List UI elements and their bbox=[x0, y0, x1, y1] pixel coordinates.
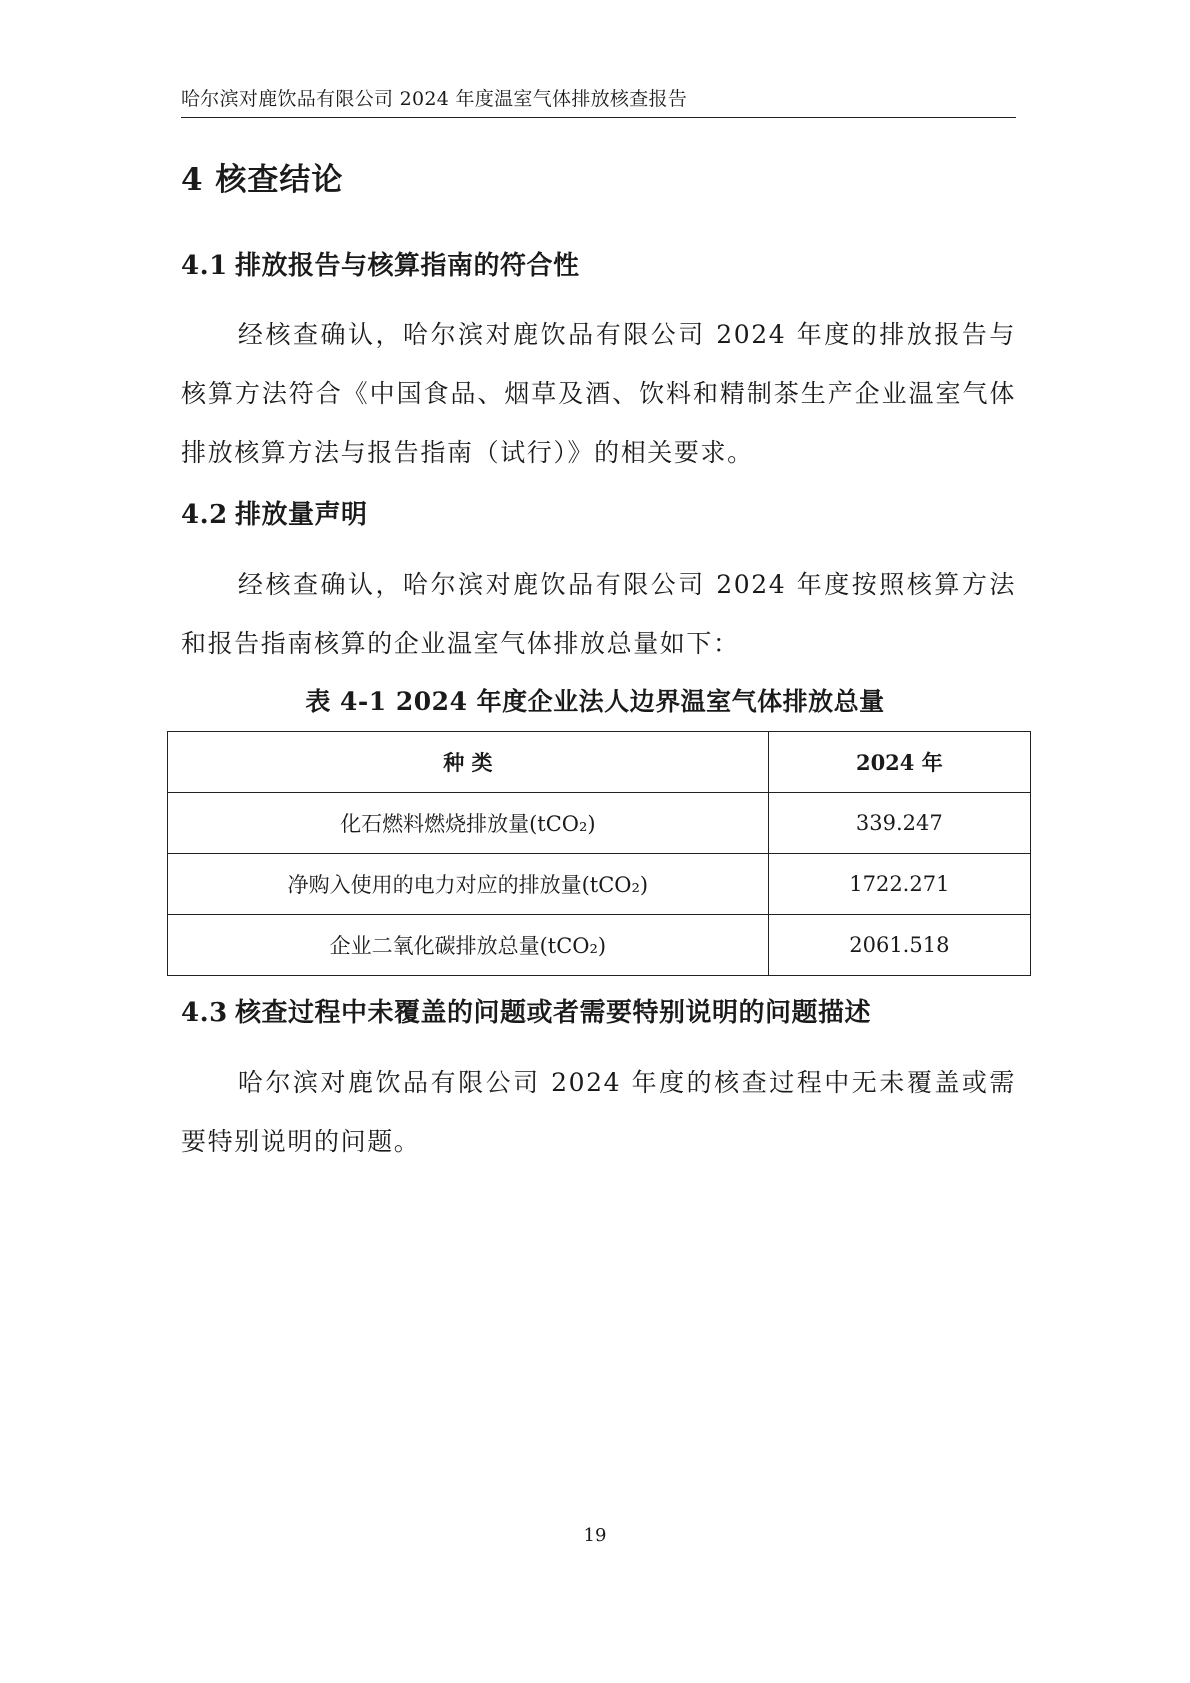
section-4-1-paragraph bbox=[181, 305, 1016, 482]
page-header bbox=[181, 84, 1016, 118]
table-header-year: 2024 年 bbox=[768, 732, 1030, 793]
table-header-category: 种 类 bbox=[168, 732, 769, 793]
header-title: 哈尔滨对鹿饮品有限公司 2024 年度温室气体排放核查报告 bbox=[181, 88, 688, 110]
table-row bbox=[168, 854, 1031, 915]
emissions-table bbox=[167, 731, 1031, 976]
section-4-3-title: 核查过程中未覆盖的问题或者需要特别说明的问题描述 bbox=[235, 998, 872, 1028]
section-4-1-number: 4.1 bbox=[181, 251, 228, 281]
section-4-1-title: 排放报告与核算指南的符合性 bbox=[235, 251, 580, 281]
section-4-2-text: 经核查确认，哈尔滨对鹿饮品有限公司 2024 年度按照核算方法和报告指南核算的企业温室气体排放总量如下： bbox=[181, 570, 1016, 658]
section-4-1-text: 经核查确认，哈尔滨对鹿饮品有限公司 2024 年度的排放报告与核算方法符合《中国食品、烟草及酒、饮料和精制茶生产企业温室气体排放核算方法与报告指南（试行）》的相关要求。 bbox=[181, 320, 1016, 467]
section-4-2-paragraph bbox=[181, 555, 1016, 673]
table-cell-value: 339.247 bbox=[768, 793, 1030, 854]
section-4-2-title: 排放量声明 bbox=[235, 500, 368, 530]
section-4-3-number: 4.3 bbox=[181, 998, 228, 1028]
section-4-3-text: 哈尔滨对鹿饮品有限公司 2024 年度的核查过程中无未覆盖或需要特别说明的问题。 bbox=[181, 1068, 1016, 1156]
table-row bbox=[168, 793, 1031, 854]
table-cell-category: 净购入使用的电力对应的排放量(tCO₂) bbox=[168, 854, 769, 915]
section-4-1-heading bbox=[181, 248, 580, 284]
page-number: 19 bbox=[583, 1525, 607, 1546]
section-4-2-heading bbox=[181, 497, 368, 533]
section-4-3-paragraph bbox=[181, 1053, 1016, 1171]
table-row bbox=[168, 915, 1031, 976]
table-cell-value: 2061.518 bbox=[768, 915, 1030, 976]
table-cell-category: 化石燃料燃烧排放量(tCO₂) bbox=[168, 793, 769, 854]
section-4-2-number: 4.2 bbox=[181, 500, 228, 530]
section-4-heading: 4 核查结论 bbox=[181, 162, 344, 198]
table-cell-value: 1722.271 bbox=[768, 854, 1030, 915]
section-4-3-heading bbox=[181, 995, 871, 1031]
table-caption: 表 4-1 2024 年度企业法人边界温室气体排放总量 bbox=[305, 687, 885, 716]
table-cell-category: 企业二氧化碳排放总量(tCO₂) bbox=[168, 915, 769, 976]
table-header-row bbox=[168, 732, 1031, 793]
